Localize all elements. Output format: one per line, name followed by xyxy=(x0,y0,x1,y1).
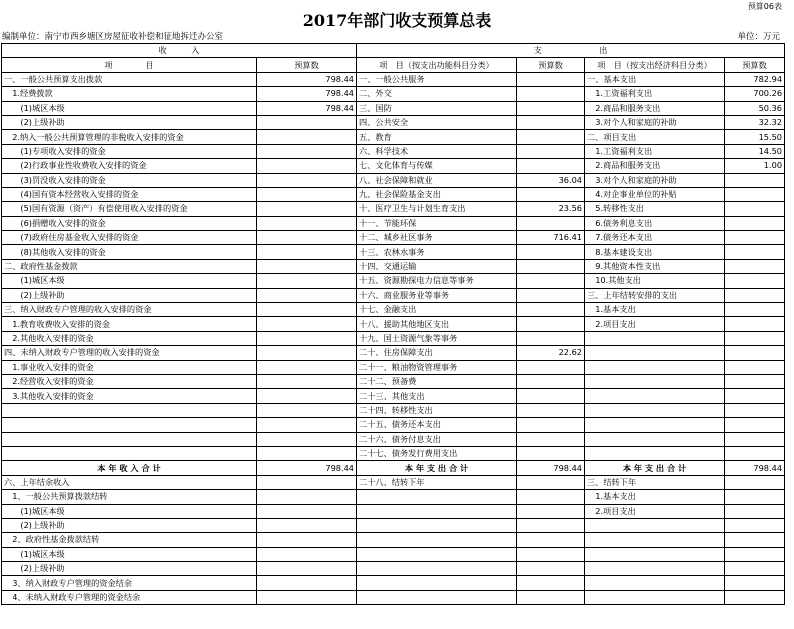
func-item-cell: 二十七、债务发行费用支出 xyxy=(357,446,517,460)
econ-value-cell xyxy=(725,389,785,403)
income-value-cell: 798.44 xyxy=(257,72,357,86)
func-value-cell xyxy=(517,274,585,288)
func-value-cell xyxy=(517,590,585,604)
income-item-cell: (5)国有资源（资产）有偿使用收入安排的资金 xyxy=(2,202,257,216)
func-item-cell: 二十八、结转下年 xyxy=(357,475,517,489)
econ-value-cell: 1.00 xyxy=(725,159,785,173)
func-value-cell: 36.04 xyxy=(517,173,585,187)
income-value-cell xyxy=(257,245,357,259)
income-value-cell xyxy=(257,562,357,576)
func-value-cell xyxy=(517,576,585,590)
func-value-cell xyxy=(517,101,585,115)
econ-item-cell: 二、项目支出 xyxy=(585,130,725,144)
table-row xyxy=(2,518,785,532)
table-row xyxy=(2,389,785,403)
organization-label: 编制单位：南宁市西乡塘区房屋征收补偿和征地拆迁办公室 xyxy=(2,32,224,42)
econ-item-cell: 2.商品和服务支出 xyxy=(585,159,725,173)
econ-value-cell xyxy=(725,231,785,245)
econ-item-cell xyxy=(585,576,725,590)
func-value-cell xyxy=(517,490,585,504)
income-item-cell: (2)上级补助 xyxy=(2,288,257,302)
table-row xyxy=(2,475,785,489)
income-value-cell xyxy=(257,432,357,446)
func-value-cell xyxy=(517,187,585,201)
func-item-cell: 二十三、其他支出 xyxy=(357,389,517,403)
income-item-cell: (1)专项收入安排的资金 xyxy=(2,144,257,158)
econ-item-cell: 1.基本支出 xyxy=(585,490,725,504)
econ-total-label: 本 年 支 出 合 计 xyxy=(585,461,725,475)
econ-value-cell xyxy=(725,562,785,576)
econ-item-cell: 1.基本支出 xyxy=(585,303,725,317)
econ-item-cell: 4.对企事业单位的补贴 xyxy=(585,187,725,201)
income-value-cell xyxy=(257,331,357,345)
func-item-cell: 二十四、转移性支出 xyxy=(357,403,517,417)
func-value-cell xyxy=(517,533,585,547)
func-item-cell xyxy=(357,590,517,604)
econ-item-cell: 2.商品和服务支出 xyxy=(585,101,725,115)
econ-item-cell xyxy=(585,518,725,532)
income-value-cell xyxy=(257,533,357,547)
func-item-cell: 十四、交通运输 xyxy=(357,259,517,273)
income-item-cell: 2.其他收入安排的资金 xyxy=(2,331,257,345)
income-item-cell: (2)上级补助 xyxy=(2,518,257,532)
econ-item-cell xyxy=(585,374,725,388)
table-row xyxy=(2,446,785,460)
table-row xyxy=(2,144,785,158)
econ-item-cell xyxy=(585,331,725,345)
econ-value-cell xyxy=(725,173,785,187)
table-row xyxy=(2,130,785,144)
func-item-cell: 二、外交 xyxy=(357,87,517,101)
income-total-value: 798.44 xyxy=(257,461,357,475)
income-item-cell: 二、政府性基金拨款 xyxy=(2,259,257,273)
func-item-cell: 七、文化体育与传媒 xyxy=(357,159,517,173)
income-value-cell xyxy=(257,346,357,360)
func-item-cell: 二十、住房保障支出 xyxy=(357,346,517,360)
econ-value-cell xyxy=(725,547,785,561)
income-value-cell xyxy=(257,403,357,417)
income-item-cell: (8)其他收入安排的资金 xyxy=(2,245,257,259)
table-row xyxy=(2,576,785,590)
func-value-cell xyxy=(517,432,585,446)
table-row xyxy=(2,346,785,360)
income-item-cell: (1)城区本级 xyxy=(2,504,257,518)
func-value-cell xyxy=(517,518,585,532)
table-row xyxy=(2,432,785,446)
income-value-cell xyxy=(257,317,357,331)
table-row xyxy=(2,533,785,547)
econ-item-cell: 3.对个人和家庭的补助 xyxy=(585,115,725,129)
func-item-cell: 八、社会保障和就业 xyxy=(357,173,517,187)
income-value-cell xyxy=(257,288,357,302)
econ-value-cell: 15.50 xyxy=(725,130,785,144)
budget-table xyxy=(1,43,785,605)
func-value-cell xyxy=(517,159,585,173)
func-value-cell xyxy=(517,475,585,489)
table-row xyxy=(2,590,785,604)
income-value-cell xyxy=(257,216,357,230)
econ-item-cell xyxy=(585,446,725,460)
func-value-cell xyxy=(517,216,585,230)
income-value-cell xyxy=(257,590,357,604)
func-item-cell xyxy=(357,490,517,504)
table-row xyxy=(2,374,785,388)
func-item-cell: 二十二、预备费 xyxy=(357,374,517,388)
func-value-cell xyxy=(517,144,585,158)
func-item-cell: 十八、援助其他地区支出 xyxy=(357,317,517,331)
econ-value-cell: 32.32 xyxy=(725,115,785,129)
table-row xyxy=(2,159,785,173)
income-item-cell: 3.其他收入安排的资金 xyxy=(2,389,257,403)
income-item-cell: 1.事业收入安排的资金 xyxy=(2,360,257,374)
income-item-cell: (7)政府住房基金收入安排的资金 xyxy=(2,231,257,245)
func-value-cell xyxy=(517,317,585,331)
func-item-cell: 三、国防 xyxy=(357,101,517,115)
table-row xyxy=(2,288,785,302)
table-row xyxy=(2,317,785,331)
func-value-cell xyxy=(517,303,585,317)
table-row xyxy=(2,403,785,417)
income-value-cell xyxy=(257,187,357,201)
table-row xyxy=(2,418,785,432)
econ-value-cell xyxy=(725,288,785,302)
income-item-cell: 2.纳入一般公共预算管理的非税收入安排的资金 xyxy=(2,130,257,144)
econ-value-cell xyxy=(725,274,785,288)
func-item-cell: 十七、金融支出 xyxy=(357,303,517,317)
econ-value-cell xyxy=(725,504,785,518)
func-value-cell: 22.62 xyxy=(517,346,585,360)
econ-value-cell xyxy=(725,403,785,417)
econ-value-cell: 50.36 xyxy=(725,101,785,115)
econ-value-cell xyxy=(725,187,785,201)
table-row xyxy=(2,216,785,230)
func-item-cell: 一、一般公共服务 xyxy=(357,72,517,86)
income-item-cell: (1)城区本级 xyxy=(2,101,257,115)
econ-item-cell: 3.对个人和家庭的补助 xyxy=(585,173,725,187)
income-item-cell: (6)捐赠收入安排的资金 xyxy=(2,216,257,230)
func-value-cell xyxy=(517,562,585,576)
func-item-cell: 二十六、债务付息支出 xyxy=(357,432,517,446)
income-item-cell xyxy=(2,432,257,446)
income-value-cell xyxy=(257,518,357,532)
econ-value-cell xyxy=(725,259,785,273)
table-row xyxy=(2,245,785,259)
func-value-cell xyxy=(517,130,585,144)
table-row xyxy=(2,547,785,561)
econ-value-cell xyxy=(725,576,785,590)
income-item-cell: 2.经营收入安排的资金 xyxy=(2,374,257,388)
table-row xyxy=(2,202,785,216)
table-row xyxy=(2,101,785,115)
income-value-cell xyxy=(257,144,357,158)
func-item-header: 项 目（按支出功能科目分类） xyxy=(357,58,517,72)
income-item-cell: (2)上级补助 xyxy=(2,115,257,129)
unit-label: 单位：万元 xyxy=(737,32,780,42)
econ-budget-header: 预算数 xyxy=(725,58,785,72)
table-row xyxy=(2,360,785,374)
func-item-cell: 十二、城乡社区事务 xyxy=(357,231,517,245)
func-value-cell: 716.41 xyxy=(517,231,585,245)
func-value-cell xyxy=(517,360,585,374)
econ-item-cell xyxy=(585,432,725,446)
income-value-cell xyxy=(257,446,357,460)
expense-total-value: 798.44 xyxy=(517,461,585,475)
econ-value-cell xyxy=(725,374,785,388)
econ-value-cell: 700.26 xyxy=(725,87,785,101)
econ-item-cell: 1.工资福利支出 xyxy=(585,87,725,101)
func-item-cell: 五、教育 xyxy=(357,130,517,144)
econ-item-cell xyxy=(585,346,725,360)
income-value-cell xyxy=(257,389,357,403)
income-item-cell: 1.教育收费收入安排的资金 xyxy=(2,317,257,331)
func-value-cell xyxy=(517,259,585,273)
income-item-cell: 一、一般公共预算支出拨款 xyxy=(2,72,257,86)
table-row xyxy=(2,187,785,201)
column-header-row xyxy=(2,58,785,72)
group-header-row xyxy=(2,44,785,58)
income-value-cell: 798.44 xyxy=(257,87,357,101)
func-value-cell xyxy=(517,245,585,259)
econ-value-cell xyxy=(725,590,785,604)
table-row xyxy=(2,331,785,345)
income-value-cell xyxy=(257,115,357,129)
func-value-cell xyxy=(517,504,585,518)
func-value-cell xyxy=(517,547,585,561)
econ-value-cell xyxy=(725,360,785,374)
income-item-cell: 1、一般公共预算拨款结转 xyxy=(2,490,257,504)
func-item-cell: 四、公共安全 xyxy=(357,115,517,129)
econ-value-cell xyxy=(725,518,785,532)
func-item-cell xyxy=(357,547,517,561)
income-item-cell: 三、纳入财政专户管理的收入安排的资金 xyxy=(2,303,257,317)
table-row xyxy=(2,87,785,101)
income-value-cell xyxy=(257,374,357,388)
econ-value-cell xyxy=(725,418,785,432)
func-item-cell xyxy=(357,533,517,547)
func-value-cell xyxy=(517,87,585,101)
econ-item-cell: 6.债务利息支出 xyxy=(585,216,725,230)
econ-value-cell: 782.94 xyxy=(725,72,785,86)
func-value-cell: 23.56 xyxy=(517,202,585,216)
func-item-cell: 六、科学技术 xyxy=(357,144,517,158)
econ-item-cell xyxy=(585,403,725,417)
econ-item-cell: 2.项目支出 xyxy=(585,317,725,331)
econ-item-cell xyxy=(585,547,725,561)
income-value-cell xyxy=(257,490,357,504)
econ-item-header: 项 目（按支出经济科目分类） xyxy=(585,58,725,72)
econ-item-cell: 2.项目支出 xyxy=(585,504,725,518)
income-item-cell: 1.经费拨款 xyxy=(2,87,257,101)
income-value-cell xyxy=(257,130,357,144)
func-item-cell xyxy=(357,576,517,590)
income-item-cell: 4、未纳入财政专户管理的资金结余 xyxy=(2,590,257,604)
econ-value-cell xyxy=(725,317,785,331)
econ-value-cell xyxy=(725,490,785,504)
income-value-cell xyxy=(257,547,357,561)
econ-value-cell xyxy=(725,346,785,360)
func-item-cell xyxy=(357,562,517,576)
income-value-cell xyxy=(257,159,357,173)
carryover-rows xyxy=(2,475,785,605)
income-value-cell xyxy=(257,259,357,273)
income-value-cell xyxy=(257,173,357,187)
func-item-cell xyxy=(357,518,517,532)
income-value-cell xyxy=(257,202,357,216)
econ-item-cell xyxy=(585,418,725,432)
econ-value-cell xyxy=(725,533,785,547)
income-total-label: 本 年 收 入 合 计 xyxy=(2,461,257,475)
func-item-cell: 十五、资源勘探电力信息等事务 xyxy=(357,274,517,288)
income-value-cell xyxy=(257,274,357,288)
table-row xyxy=(2,115,785,129)
econ-item-cell: 三、上年结转安排的支出 xyxy=(585,288,725,302)
econ-value-cell xyxy=(725,245,785,259)
income-item-cell: (1)城区本级 xyxy=(2,274,257,288)
econ-item-cell xyxy=(585,389,725,403)
table-row xyxy=(2,231,785,245)
func-item-cell: 二十一、粮油物资管理事务 xyxy=(357,360,517,374)
econ-item-cell xyxy=(585,562,725,576)
form-number: 预算06表 xyxy=(747,2,782,11)
econ-item-cell: 1.工资福利支出 xyxy=(585,144,725,158)
func-item-cell: 九、社会保险基金支出 xyxy=(357,187,517,201)
econ-item-cell: 8.基本建设支出 xyxy=(585,245,725,259)
econ-total-value: 798.44 xyxy=(725,461,785,475)
income-item-cell: 六、上年结余收入 xyxy=(2,475,257,489)
income-item-cell xyxy=(2,403,257,417)
income-item-header: 项 目 xyxy=(2,58,257,72)
income-item-cell: (3)罚没收入安排的资金 xyxy=(2,173,257,187)
econ-item-cell xyxy=(585,590,725,604)
table-row xyxy=(2,490,785,504)
econ-value-cell xyxy=(725,475,785,489)
expense-header: 支 出 xyxy=(357,44,785,58)
econ-value-cell xyxy=(725,446,785,460)
func-value-cell xyxy=(517,403,585,417)
income-item-cell xyxy=(2,446,257,460)
econ-value-cell xyxy=(725,216,785,230)
func-budget-header: 预算数 xyxy=(517,58,585,72)
func-item-cell: 二十五、债务还本支出 xyxy=(357,418,517,432)
econ-item-cell xyxy=(585,533,725,547)
table-row xyxy=(2,72,785,86)
income-item-cell: (2)行政事业性收费收入安排的资金 xyxy=(2,159,257,173)
econ-item-cell: 10.其他支出 xyxy=(585,274,725,288)
expense-total-label: 本 年 支 出 合 计 xyxy=(357,461,517,475)
income-value-cell xyxy=(257,475,357,489)
income-item-cell: (2)上级补助 xyxy=(2,562,257,576)
func-value-cell xyxy=(517,418,585,432)
func-value-cell xyxy=(517,331,585,345)
func-item-cell: 十九、国土资源气象等事务 xyxy=(357,331,517,345)
func-item-cell xyxy=(357,504,517,518)
func-item-cell: 十、医疗卫生与计划生育支出 xyxy=(357,202,517,216)
econ-value-cell xyxy=(725,303,785,317)
income-item-cell: 四、未纳入财政专户管理的收入安排的资金 xyxy=(2,346,257,360)
main-rows xyxy=(2,72,785,461)
income-value-cell: 798.44 xyxy=(257,101,357,115)
income-item-cell: 2、政府性基金拨款结转 xyxy=(2,533,257,547)
func-value-cell xyxy=(517,446,585,460)
income-item-cell: 3、纳入财政专户管理的资金结余 xyxy=(2,576,257,590)
page-title: 2017年部门收支预算总表 xyxy=(302,11,492,30)
func-value-cell xyxy=(517,72,585,86)
income-value-cell xyxy=(257,303,357,317)
table-row xyxy=(2,259,785,273)
table-row xyxy=(2,274,785,288)
income-value-cell xyxy=(257,231,357,245)
econ-value-cell xyxy=(725,202,785,216)
income-budget-header: 预算数 xyxy=(257,58,357,72)
func-item-cell: 十六、商业服务业等事务 xyxy=(357,288,517,302)
econ-item-cell: 7.债务还本支出 xyxy=(585,231,725,245)
func-value-cell xyxy=(517,389,585,403)
econ-value-cell xyxy=(725,331,785,345)
func-item-cell: 十三、农林水事务 xyxy=(357,245,517,259)
table-row xyxy=(2,562,785,576)
table-row xyxy=(2,173,785,187)
income-item-cell: (1)城区本级 xyxy=(2,547,257,561)
func-value-cell xyxy=(517,115,585,129)
econ-item-cell xyxy=(585,360,725,374)
income-value-cell xyxy=(257,576,357,590)
econ-value-cell: 14.50 xyxy=(725,144,785,158)
income-item-cell xyxy=(2,418,257,432)
econ-item-cell: 三、结转下年 xyxy=(585,475,725,489)
income-item-cell: (4)国有资本经营收入安排的资金 xyxy=(2,187,257,201)
table-row xyxy=(2,504,785,518)
func-value-cell xyxy=(517,374,585,388)
econ-item-cell: 一、基本支出 xyxy=(585,72,725,86)
income-value-cell xyxy=(257,360,357,374)
totals-row xyxy=(2,461,785,475)
econ-value-cell xyxy=(725,432,785,446)
table-row xyxy=(2,303,785,317)
econ-item-cell: 5.转移性支出 xyxy=(585,202,725,216)
func-value-cell xyxy=(517,288,585,302)
income-header: 收 入 xyxy=(2,44,357,58)
econ-item-cell: 9.其他资本性支出 xyxy=(585,259,725,273)
func-item-cell: 十一、节能环保 xyxy=(357,216,517,230)
income-value-cell xyxy=(257,504,357,518)
income-value-cell xyxy=(257,418,357,432)
